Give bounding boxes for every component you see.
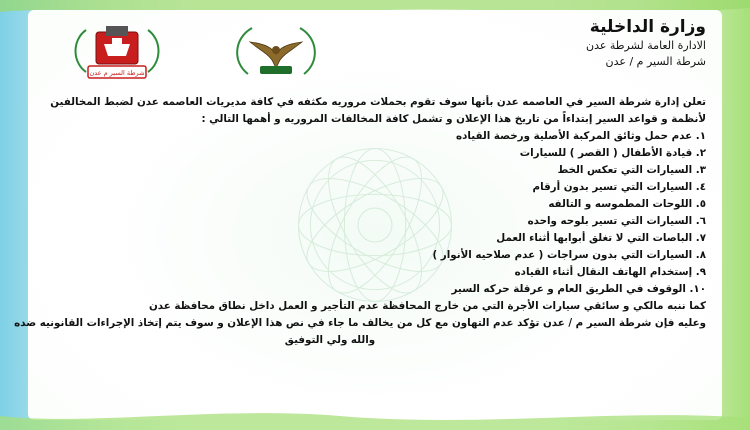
intro-line-1: تعلن إدارة شرطة السير في العاصمه عدن بأنها سوف تقوم بحملات مروريه مكثفه في كافة مديريات العاصمه عدن لضبط المخالفين — [50, 96, 706, 108]
taxi-notice: كما ننبه مالكي و سائقي سيارات الأجرة التي من خارج المحافظة عدم التأجير و العمل داخل نطاق محافظة عدن — [149, 300, 706, 312]
announcement-body — [14, 94, 706, 349]
list-item: ٢. قيادة الأطفال ( القصر ) للسيارات — [519, 147, 706, 159]
unit-name: شرطة السير م / عدن — [605, 55, 706, 68]
list-item: ٤. السيارات التي تسير بدون أرقام — [532, 181, 706, 193]
list-item: ٣. السيارات التي تعكس الخط — [557, 164, 706, 176]
department-name: الادارة العامة لشرطة عدن — [585, 39, 706, 52]
list-item: ٥. اللوحات المطموسه و التالفه — [548, 198, 706, 210]
warning-line: وعليه فإن شرطة السير م / عدن تؤكد عدم التهاون مع كل من يخالف ما جاء في نص هذا الإعلان و سوف يتم إتخاذ الإجراءات القانونيه ضده — [14, 317, 706, 329]
intro-line-2: لأنظمة و قواعد السير إبتداءاً من تاريخ هذا الإعلان و تشمل كافة المخالفات المروريه و أهمها التالي : — [201, 113, 706, 125]
list-item: ٦. السيارات التي تسير بلوحه واحده — [527, 215, 706, 227]
list-item: ١. عدم حمل وثائق المركبة الأصلية ورخصة القياده — [456, 130, 706, 142]
ministry-title: وزارة الداخلية — [589, 17, 706, 37]
letterhead — [446, 16, 706, 70]
bottom-wave-border — [0, 408, 750, 430]
traffic-police-emblem-icon — [66, 22, 168, 84]
list-item: ٩. إستخدام الهاتف النقال أثناء القياده — [514, 266, 706, 278]
list-item: ٧. الباصات التي لا تغلق أبوابها أثناء العمل — [496, 232, 706, 244]
closing-line: والله ولي التوفيق — [284, 334, 376, 346]
list-item: ٨. السيارات التي بدون سراجات ( عدم صلاحيه الأنوار ) — [432, 249, 706, 261]
interior-ministry-eagle-emblem-icon — [226, 22, 326, 84]
svg-text:شرطة السير م عدن: شرطة السير م عدن — [89, 69, 145, 77]
list-item: ١٠. الوقوف في الطريق العام و عرقلة حركه السير — [451, 283, 706, 295]
violations-list — [44, 128, 706, 298]
